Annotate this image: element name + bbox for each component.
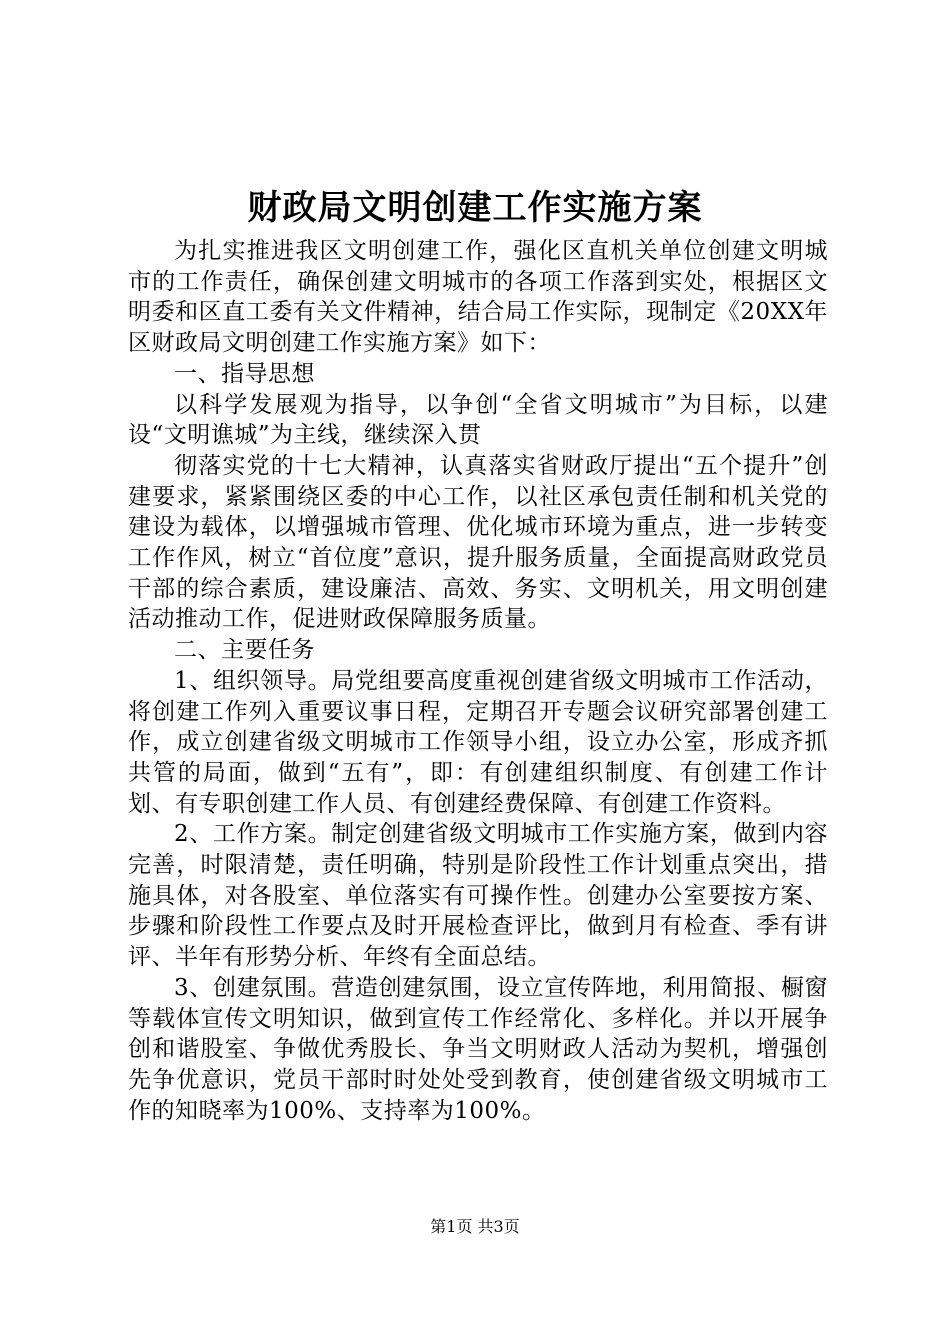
task-work-plan: 2、工作方案。制定创建省级文明城市工作实施方案，做到内容完善，时限清楚，责任明确，特别是阶段性工作计划重点突出，措施具体，对各股室、单位落实有可操作性。创建办公室要按方案、步骤和阶段性工作要点及时开展检查评比，做到月有检查、季有讲评、半年有形势分析、年终有全面总结。: [128, 821, 828, 971]
page-number-footer: 第1页 共3页: [430, 1217, 520, 1236]
guiding-ideology-paragraph-2: 彻落实党的十七大精神，认真落实省财政厅提出“五个提升”创建要求，紧紧围绕区委的中心工作，以社区承包责任制和机关党的建设为载体，以增强城市管理、优化城市环境为重点，进一步转变工作作风，树立“首位度”意识，提升服务质量，全面提高财政党员干部的综合素质，建设廉洁、高效、务实、文明机关，用文明创建活动推动工作，促进财政保障服务质量。: [128, 452, 828, 633]
section-heading-main-tasks: 二、主要任务: [174, 637, 315, 664]
task-organization-leadership: 1、组织领导。局党组要高度重视创建省级文明城市工作活动，将创建工作列入重要议事日程，定期召开专题会议研究部署创建工作，成立创建省级文明城市工作领导小组，设立办公室，形成齐抓共管的局面，做到“五有”，即：有创建组织制度、有创建工作计划、有专职创建工作人员、有创建经费保障、有创建工作资料。: [128, 667, 828, 817]
document-title: 财政局文明创建工作实施方案: [247, 188, 703, 228]
document-body: [128, 236, 828, 1126]
section-heading-guiding-ideology: 一、指导思想: [174, 360, 315, 387]
intro-paragraph: 为扎实推进我区文明创建工作，强化区直机关单位创建文明城市的工作责任，确保创建文明城市的各项工作落到实处，根据区文明委和区直工委有关文件精神，结合局工作实际，现制定《20XX年区财政局文明创建工作实施方案》如下：: [128, 238, 828, 357]
task-atmosphere: 3、创建氛围。营造创建氛围，设立宣传阵地，利用简报、橱窗等载体宣传文明知识，做到宣传工作经常化、多样化。并以开展争创和谐股室、争做优秀股长、争当文明财政人活动为契机，增强创先争优意识，党员干部时时处处受到教育，使创建省级文明城市工作的知晓率为100%、支持率为100%。: [128, 974, 828, 1124]
guiding-ideology-paragraph-1: 以科学发展观为指导，以争创“全省文明城市”为目标，以建设“文明谯城”为主线，继续深入贯: [128, 391, 828, 449]
